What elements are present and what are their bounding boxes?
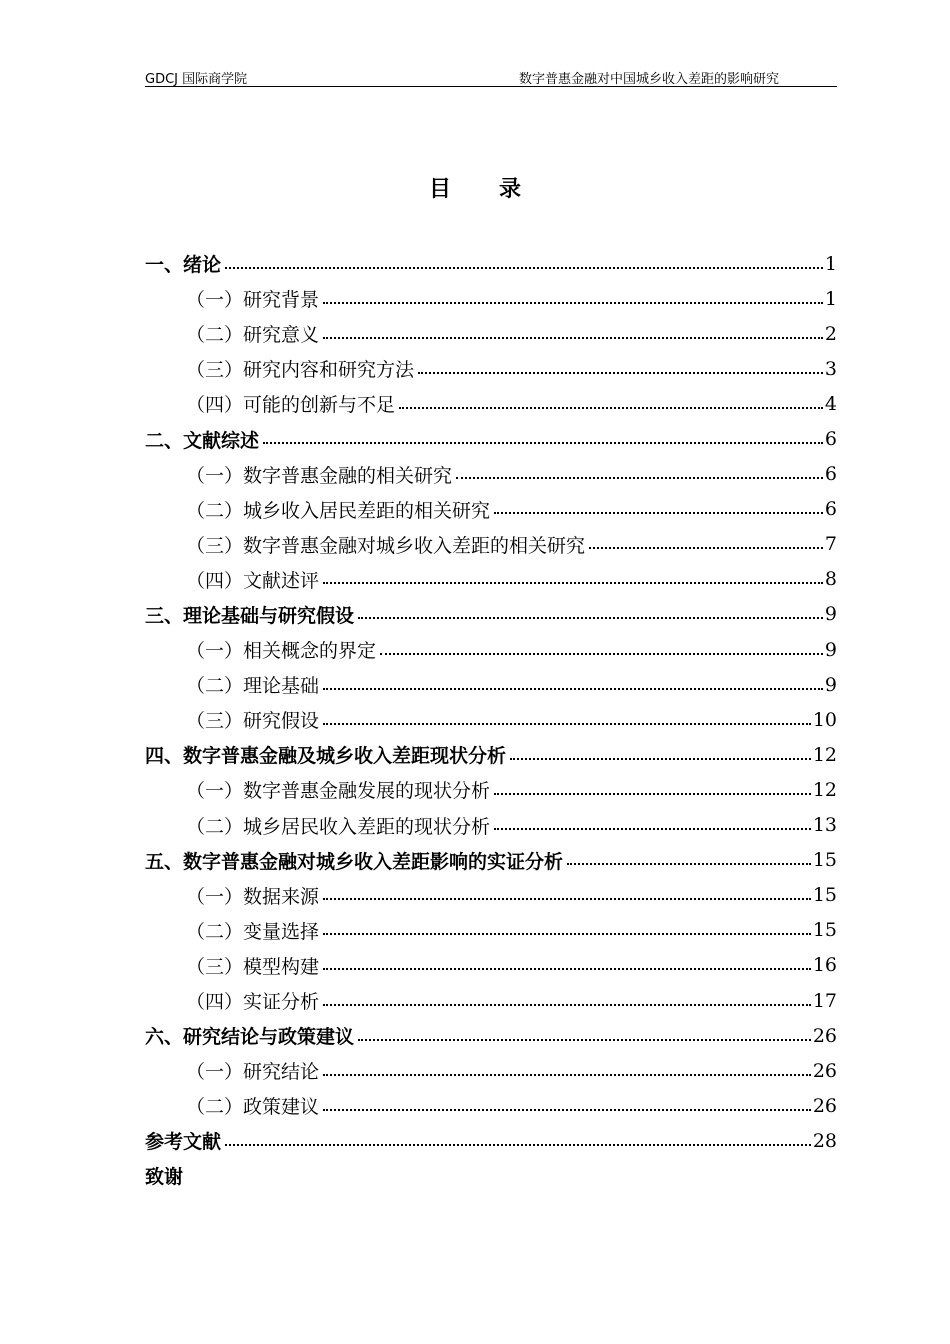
toc-page-number: 1 <box>824 252 837 275</box>
toc-dot-leader <box>323 1004 811 1006</box>
toc-entry-label: （四）实证分析 <box>186 987 321 1014</box>
toc-entry-label: （四）可能的创新与不足 <box>186 390 397 417</box>
toc-entry-label: （一）数据来源 <box>186 882 321 909</box>
toc-dot-leader <box>494 793 811 795</box>
toc-entry-label: 四、数字普惠金融及城乡收入差距现状分析 <box>145 741 508 768</box>
toc-page-number: 16 <box>812 954 837 977</box>
toc-dot-leader <box>358 1039 811 1041</box>
toc-page-number: 12 <box>812 743 837 766</box>
toc-entry-label: （一）数字普惠金融发展的现状分析 <box>186 776 492 803</box>
toc-section-entry[interactable] <box>145 667 837 702</box>
toc-chapter-entry[interactable] <box>145 1018 837 1053</box>
toc-page-number: 1 <box>824 287 837 310</box>
toc-entry-label: （二）研究意义 <box>186 320 321 347</box>
toc-section-entry[interactable] <box>145 386 837 421</box>
toc-entry-label: （一）相关概念的界定 <box>186 636 378 663</box>
toc-dot-leader <box>510 758 811 760</box>
table-of-contents <box>145 246 837 1194</box>
toc-entry-label: （三）模型构建 <box>186 952 321 979</box>
toc-dot-leader <box>323 933 811 935</box>
toc-page-number: 26 <box>812 1059 837 1082</box>
toc-dot-leader <box>263 442 823 444</box>
toc-section-entry[interactable] <box>145 562 837 597</box>
toc-page-number: 3 <box>824 357 837 380</box>
toc-chapter-entry[interactable] <box>145 843 837 878</box>
toc-section-entry[interactable] <box>145 527 837 562</box>
toc-section-entry[interactable] <box>145 632 837 667</box>
toc-section-entry[interactable] <box>145 772 837 807</box>
toc-entry-label: （一）研究背景 <box>186 285 321 312</box>
toc-dot-leader <box>323 302 823 304</box>
toc-entry-label: 参考文献 <box>145 1127 223 1154</box>
toc-section-entry[interactable] <box>145 878 837 913</box>
toc-section-entry[interactable] <box>145 702 837 737</box>
toc-dot-leader <box>323 968 811 970</box>
toc-page-number: 26 <box>812 1024 837 1047</box>
toc-dot-leader <box>418 372 823 374</box>
toc-dot-leader <box>399 407 823 409</box>
toc-page-number: 4 <box>824 392 837 415</box>
toc-entry-label: （四）文献述评 <box>186 566 321 593</box>
toc-entry-label: （二）政策建议 <box>186 1092 321 1119</box>
toc-chapter-entry[interactable] <box>145 246 837 281</box>
toc-dot-leader <box>567 863 811 865</box>
toc-entry-label: （二）理论基础 <box>186 671 321 698</box>
toc-dot-leader <box>358 617 823 619</box>
toc-section-entry[interactable] <box>145 948 837 983</box>
toc-dot-leader <box>323 723 811 725</box>
toc-dot-leader <box>380 653 823 655</box>
toc-chapter-entry[interactable] <box>145 597 837 632</box>
toc-entry-label: 致谢 <box>145 1162 185 1189</box>
toc-chapter-entry[interactable] <box>145 737 837 772</box>
page-title: 目录 <box>428 177 569 202</box>
toc-entry-label: （二）城乡居民收入差距的现状分析 <box>186 812 492 839</box>
toc-section-entry[interactable] <box>145 316 837 351</box>
toc-section-entry[interactable] <box>145 913 837 948</box>
toc-page-number: 6 <box>824 463 837 486</box>
toc-dot-leader <box>323 898 811 900</box>
toc-entry-label: 三、理论基础与研究假设 <box>145 601 356 628</box>
toc-entry-label: 五、数字普惠金融对城乡收入差距影响的实证分析 <box>145 847 565 874</box>
toc-section-entry[interactable] <box>145 808 837 843</box>
toc-dot-leader <box>225 1144 811 1146</box>
toc-page-number: 15 <box>812 919 837 942</box>
toc-entry-label: 六、研究结论与政策建议 <box>145 1022 356 1049</box>
toc-chapter-entry[interactable] <box>145 1123 837 1158</box>
page-header <box>145 66 837 87</box>
toc-section-entry[interactable] <box>145 492 837 527</box>
header-school: GDCJ 国际商学院 <box>145 72 248 87</box>
toc-page-number: 2 <box>824 322 837 345</box>
toc-entry-label: 一、绪论 <box>145 250 223 277</box>
toc-section-entry[interactable] <box>145 457 837 492</box>
toc-page-number: 6 <box>824 428 837 451</box>
toc-entry-label: （二）城乡收入居民差距的相关研究 <box>186 496 492 523</box>
toc-dot-leader <box>323 582 823 584</box>
toc-dot-leader <box>494 512 823 514</box>
toc-entry-label: （一）数字普惠金融的相关研究 <box>186 461 454 488</box>
toc-dot-leader <box>323 1074 811 1076</box>
toc-page-number: 8 <box>824 568 837 591</box>
toc-page-number: 17 <box>812 989 837 1012</box>
toc-section-entry[interactable] <box>145 351 837 386</box>
toc-page-number: 9 <box>824 638 837 661</box>
toc-entry-label: （三）数字普惠金融对城乡收入差距的相关研究 <box>186 531 587 558</box>
toc-section-entry[interactable] <box>145 1088 837 1123</box>
toc-page-number: 12 <box>812 778 837 801</box>
toc-page-number: 9 <box>824 603 837 626</box>
toc-chapter-entry[interactable] <box>145 421 837 456</box>
toc-entry-label: （二）变量选择 <box>186 917 321 944</box>
toc-page-number: 9 <box>824 673 837 696</box>
toc-entry-label: （一）研究结论 <box>186 1057 321 1084</box>
toc-entry-label: （三）研究假设 <box>186 706 321 733</box>
toc-chapter-entry[interactable] <box>145 1158 837 1193</box>
toc-page-number: 10 <box>812 708 837 731</box>
toc-dot-leader <box>456 477 823 479</box>
toc-dot-leader <box>494 828 811 830</box>
toc-section-entry[interactable] <box>145 1053 837 1088</box>
toc-entry-label: （三）研究内容和研究方法 <box>186 355 416 382</box>
toc-section-entry[interactable] <box>145 281 837 316</box>
toc-page-number: 15 <box>812 884 837 907</box>
toc-dot-leader <box>225 267 823 269</box>
toc-section-entry[interactable] <box>145 983 837 1018</box>
toc-dot-leader <box>589 547 823 549</box>
toc-dot-leader <box>323 337 823 339</box>
toc-page-number: 15 <box>812 849 837 872</box>
toc-page-number: 7 <box>824 533 837 556</box>
toc-page-number: 28 <box>812 1129 837 1152</box>
toc-page-number: 6 <box>824 498 837 521</box>
toc-dot-leader <box>323 688 823 690</box>
toc-page-number: 26 <box>812 1094 837 1117</box>
header-thesis-title: 数字普惠金融对中国城乡收入差距的影响研究 <box>518 72 779 87</box>
toc-dot-leader <box>323 1109 811 1111</box>
toc-page-number: 13 <box>812 814 837 837</box>
toc-entry-label: 二、文献综述 <box>145 426 261 453</box>
